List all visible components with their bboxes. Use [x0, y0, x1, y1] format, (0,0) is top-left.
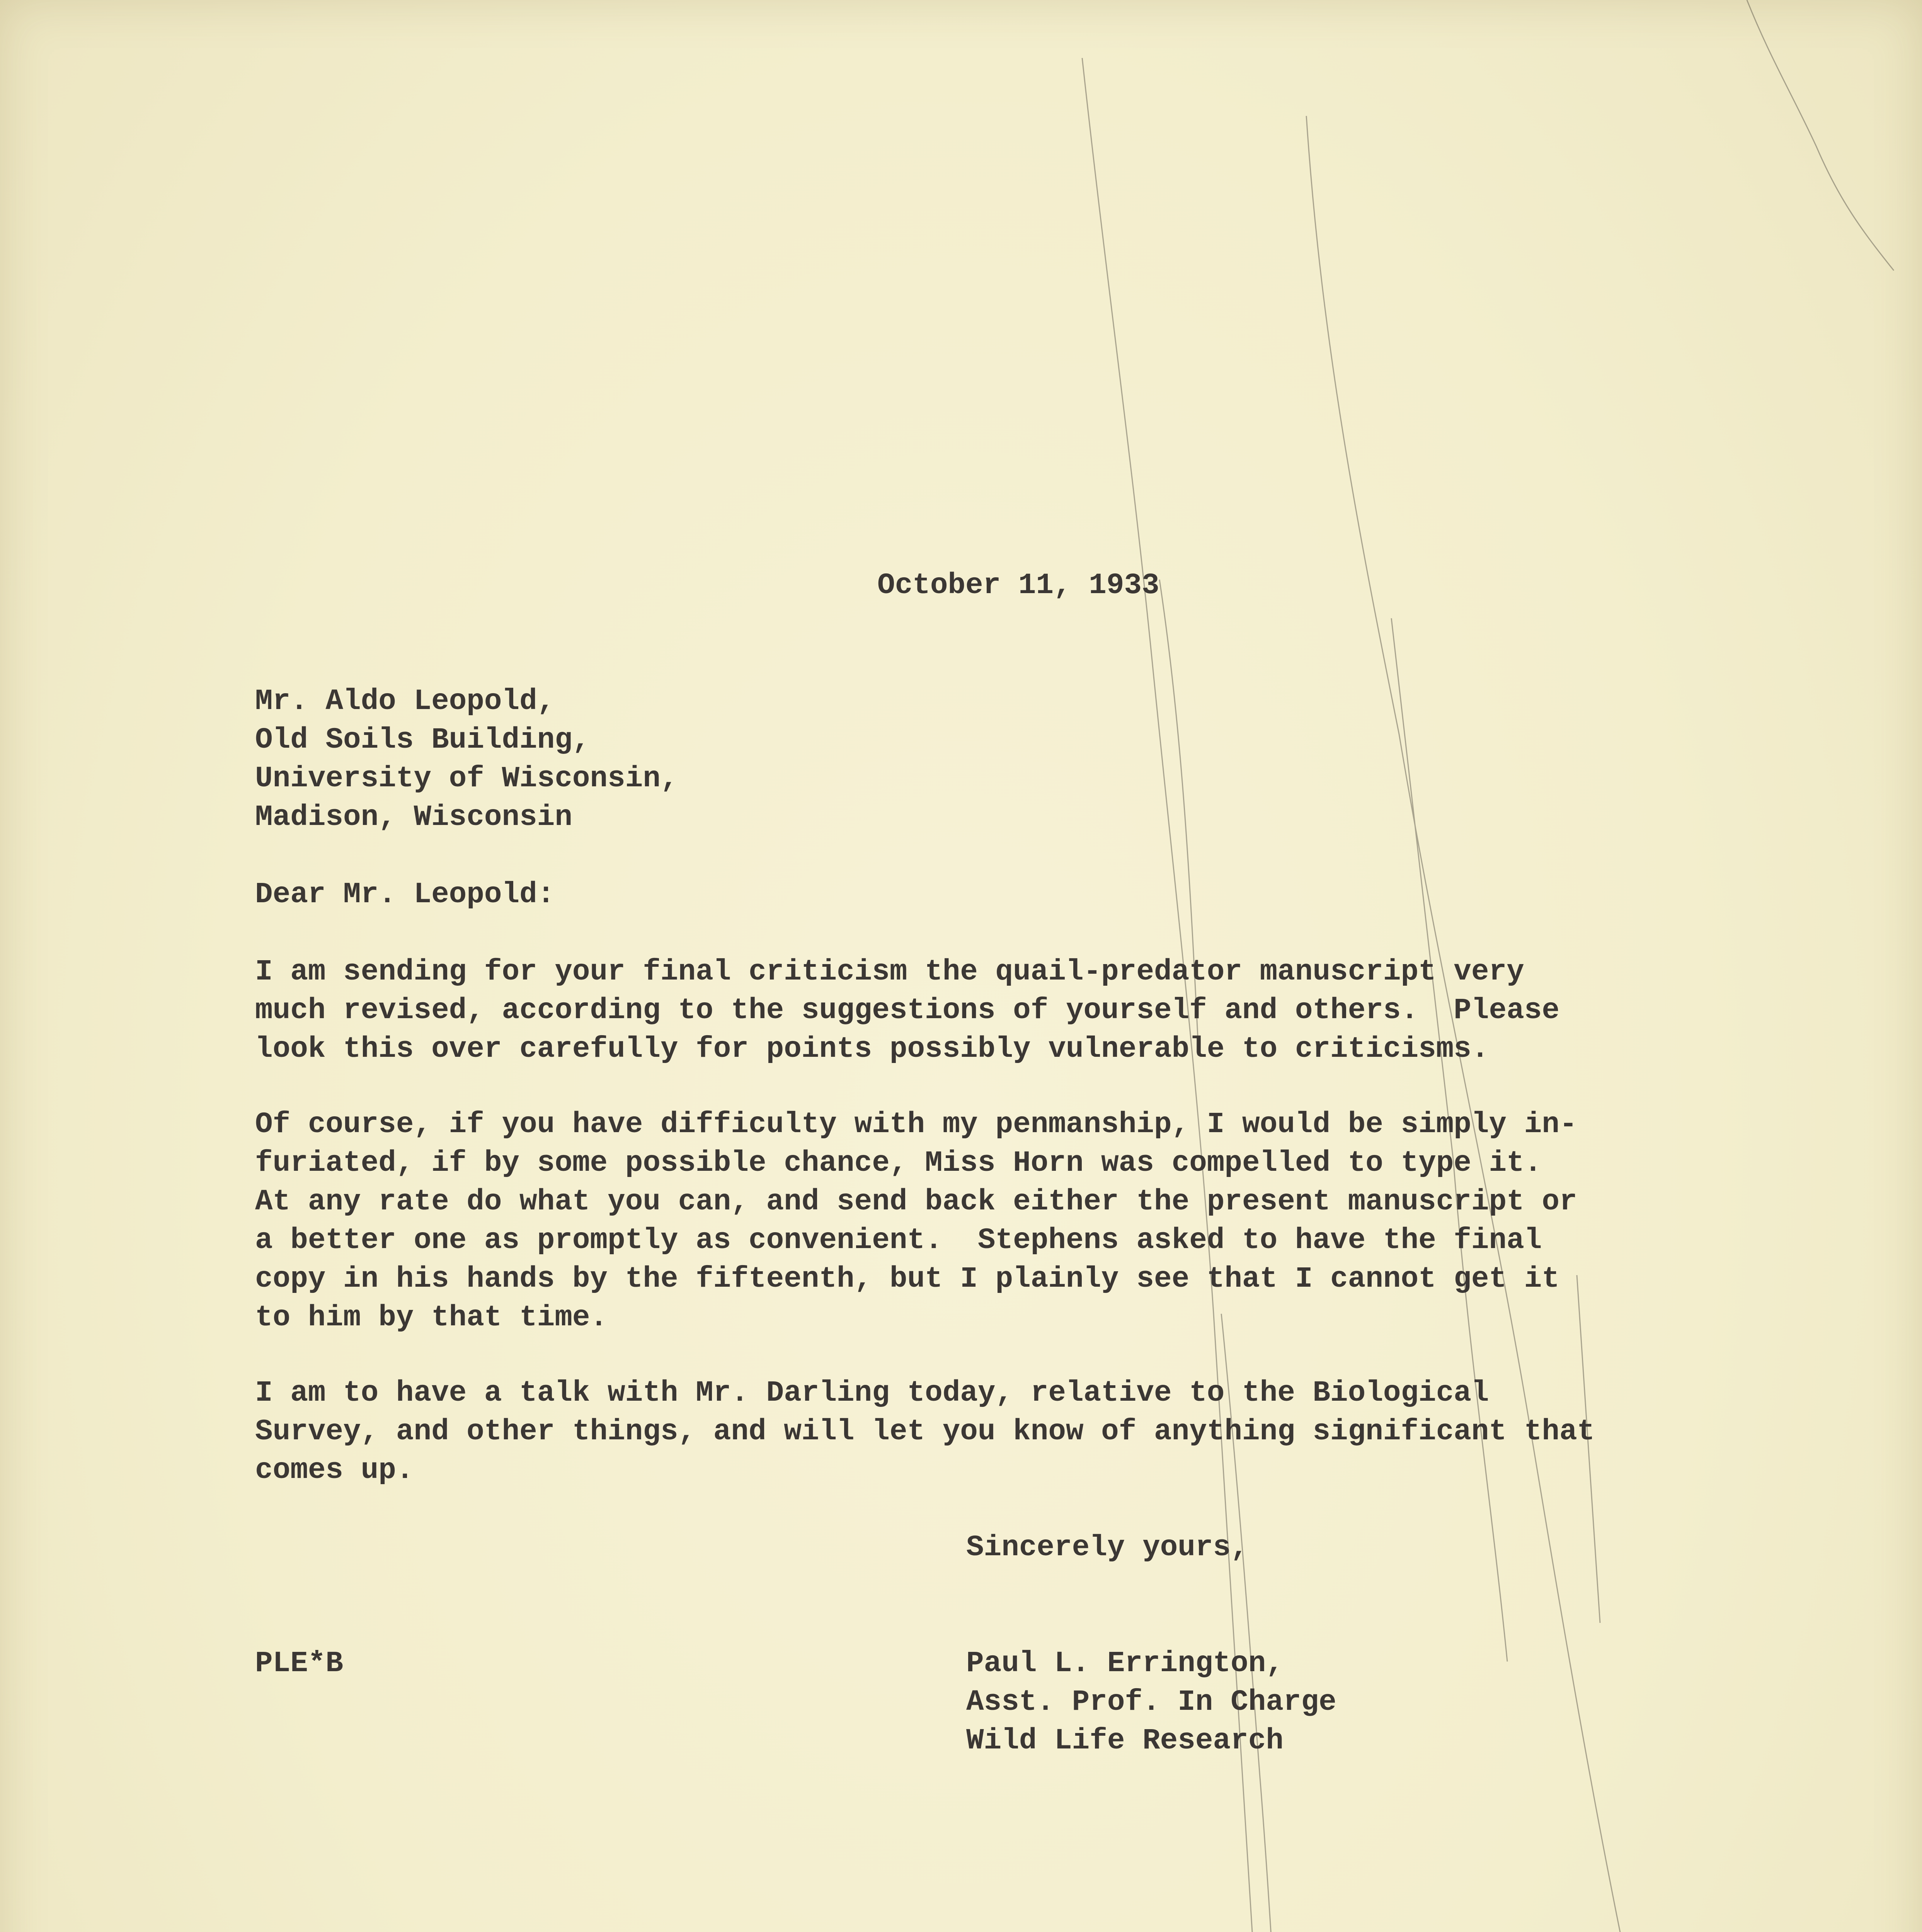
body-line: furiated, if by some possible chance, Miss Horn was compelled to type it. [255, 1146, 1542, 1180]
body-line: look this over carefully for points possibly vulnerable to criticisms. [255, 1032, 1489, 1066]
body-line: copy in his hands by the fifteenth, but I plainly see that I cannot get it [255, 1262, 1559, 1296]
body-line: to him by that time. [255, 1301, 608, 1334]
signature-block [966, 1644, 1336, 1760]
recipient-address [255, 682, 678, 837]
typist-initials: PLE*B [255, 1647, 344, 1680]
closing: Sincerely yours, [966, 1531, 1248, 1564]
signature-line: Paul L. Errington, [966, 1647, 1284, 1680]
body-line: Of course, if you have difficulty with my penmanship, I would be simply in- [255, 1108, 1577, 1141]
letter-date: October 11, 1933 [877, 569, 1159, 602]
signature-line: Asst. Prof. In Charge [966, 1685, 1336, 1719]
body-line: comes up. [255, 1454, 414, 1487]
signature-line: Wild Life Research [966, 1724, 1284, 1757]
body-paragraph-1 [255, 952, 1724, 1068]
body-line: a better one as promptly as convenient. Stephens asked to have the final [255, 1224, 1542, 1257]
recipient-line: Mr. Aldo Leopold, [255, 685, 555, 718]
body-paragraph-2 [255, 1105, 1724, 1337]
body-line: I am to have a talk with Mr. Darling today, relative to the Biological [255, 1376, 1489, 1410]
recipient-line: University of Wisconsin, [255, 762, 678, 795]
body-line: much revised, according to the suggestions of yourself and others. Please [255, 994, 1559, 1027]
body-line: At any rate do what you can, and send back either the present manuscript or [255, 1185, 1577, 1218]
body-line: I am sending for your final criticism the quail-predator manuscript very [255, 955, 1524, 988]
recipient-line: Madison, Wisconsin [255, 801, 572, 834]
body-paragraph-3 [255, 1374, 1724, 1490]
recipient-line: Old Soils Building, [255, 723, 590, 757]
salutation: Dear Mr. Leopold: [255, 878, 555, 911]
body-line: Survey, and other things, and will let you know of anything significant that [255, 1415, 1595, 1448]
